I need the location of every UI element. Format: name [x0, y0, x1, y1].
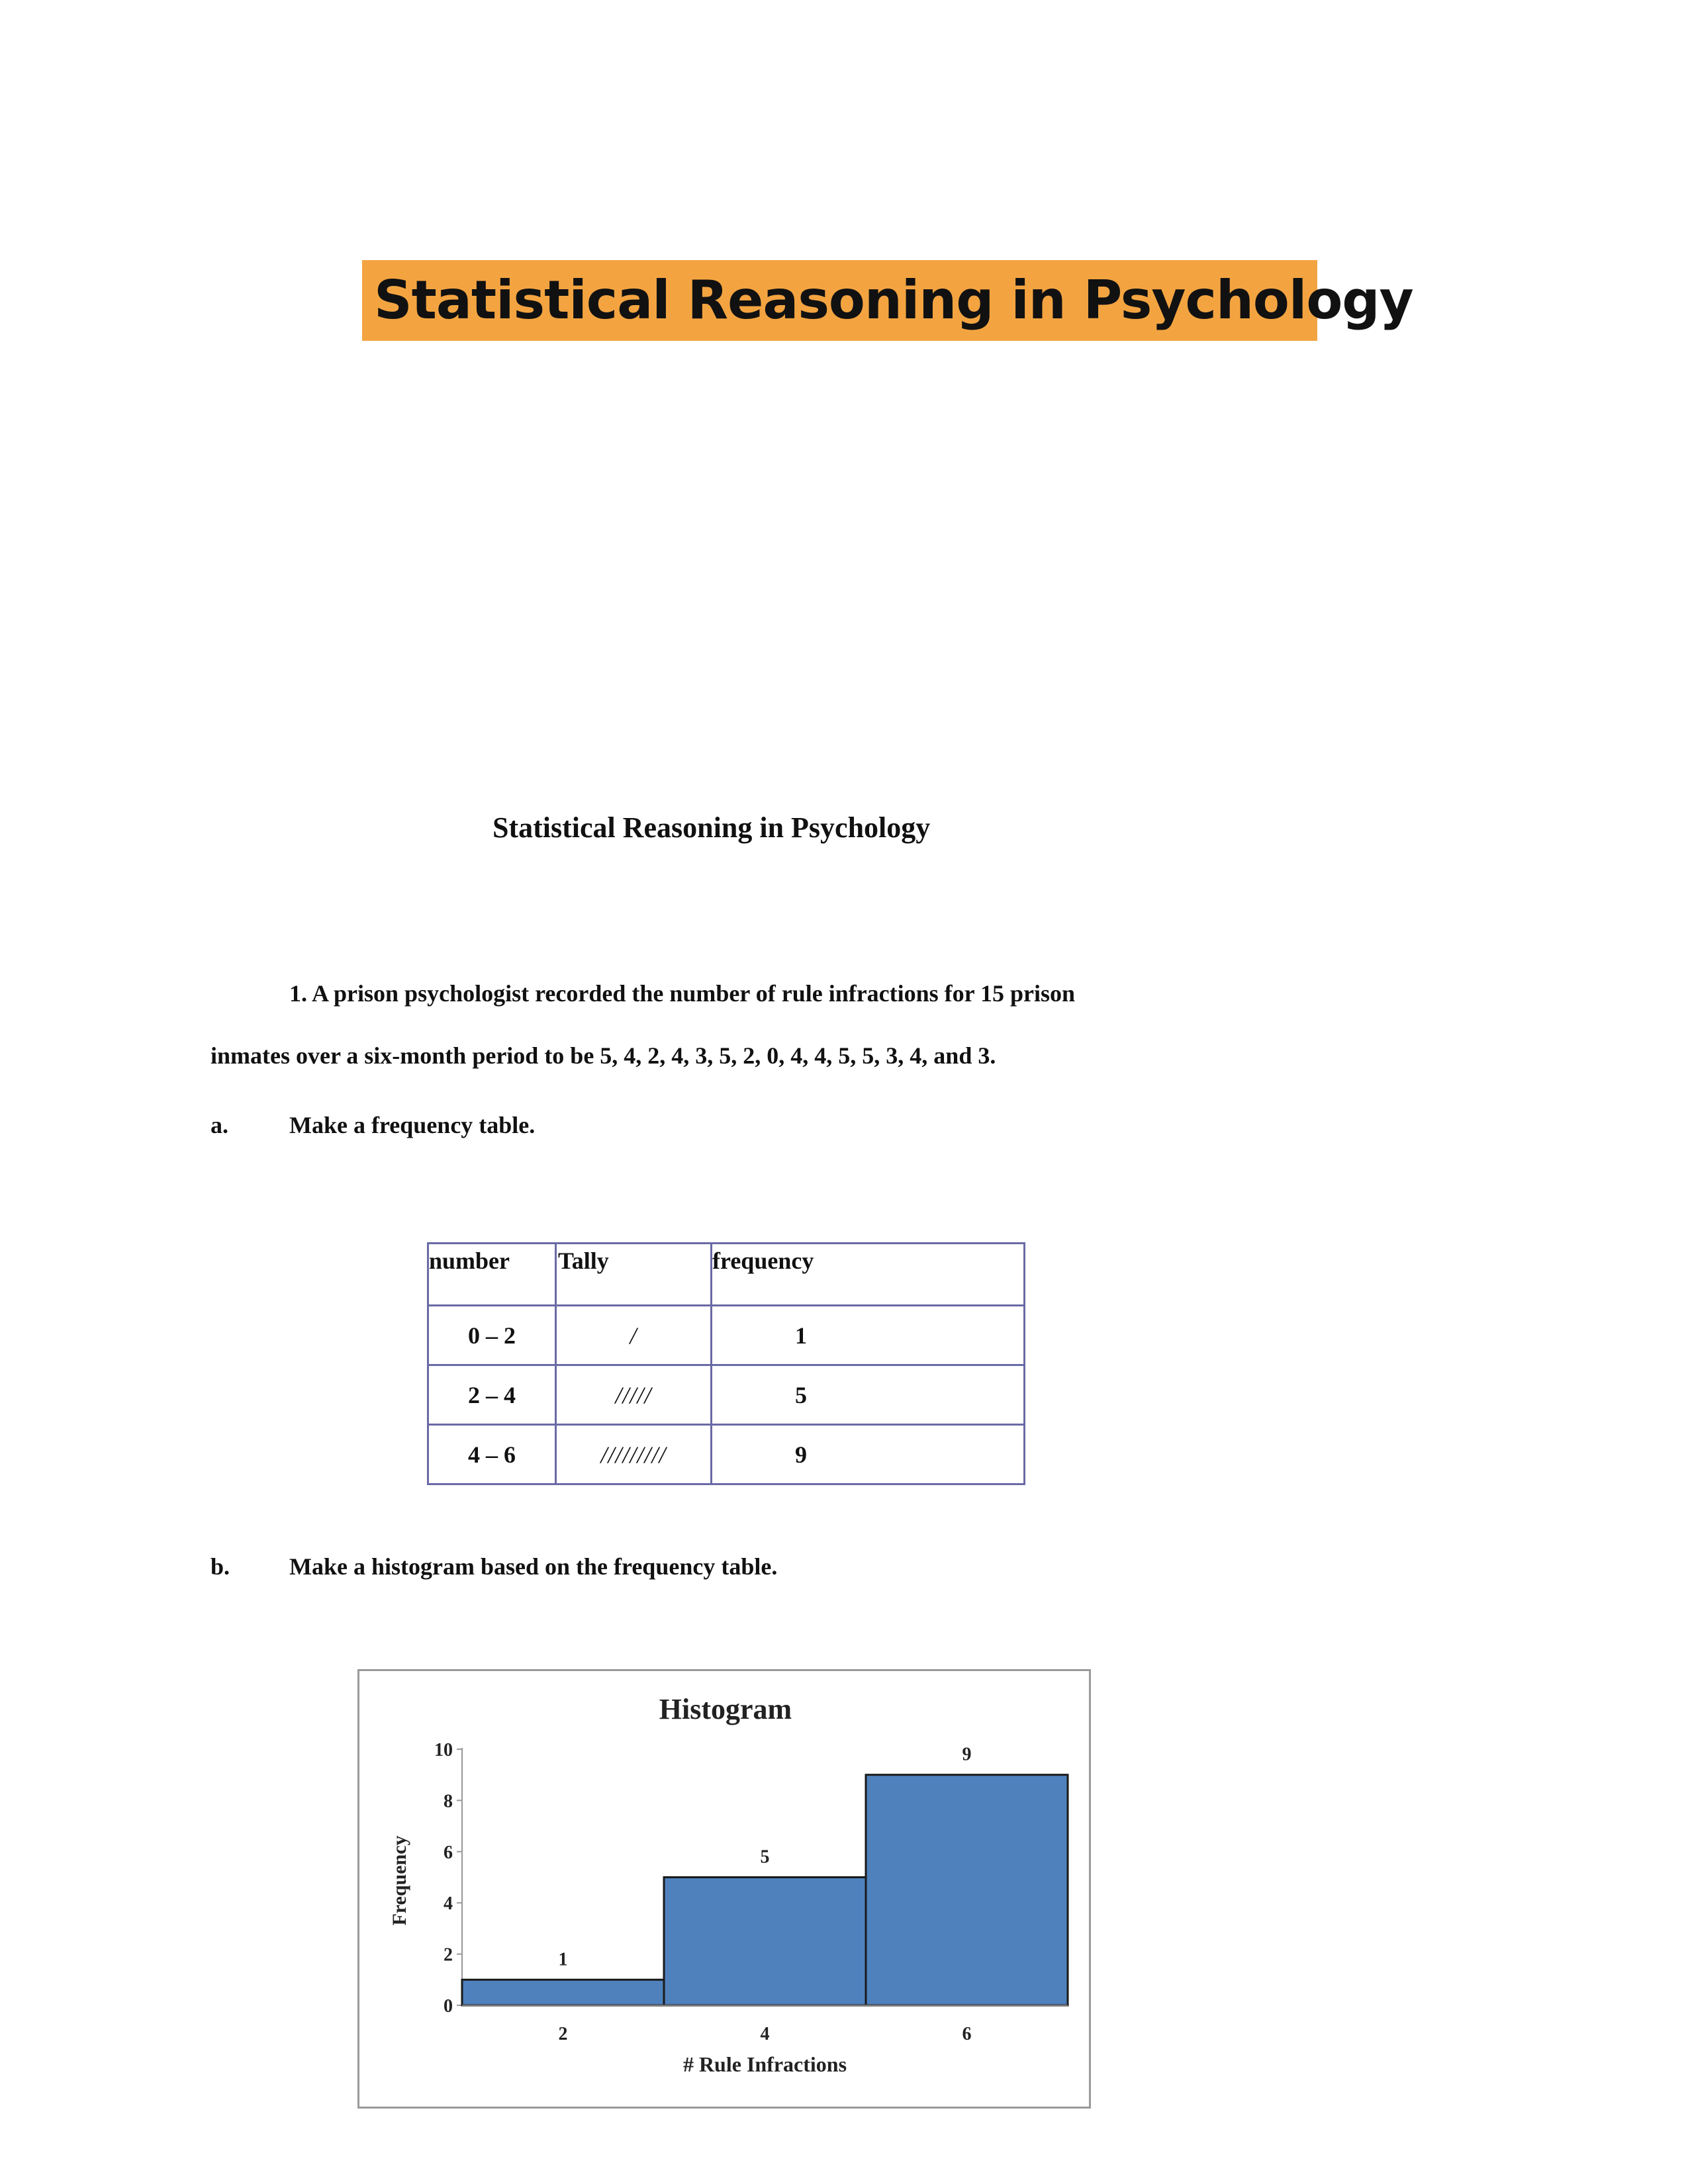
frequency-table: [427, 1242, 1025, 1485]
header-number: number: [428, 1244, 556, 1306]
question-text-line-1: 1. A prison psychologist recorded the number of rule infractions for 15 prison: [289, 980, 1076, 1007]
x-tick-label: 6: [962, 2024, 972, 2044]
y-axis-label: Frequency: [389, 1835, 410, 1926]
part-a-letter: a.: [211, 1112, 228, 1138]
table-cell-number: 4 – 6: [468, 1441, 516, 1468]
table-row: [428, 1425, 1025, 1484]
table-cell-frequency: 5: [795, 1381, 807, 1408]
histogram-svg: [359, 1671, 1089, 2107]
bar-data-label: 5: [760, 1846, 770, 1868]
header-tally: Tally: [556, 1244, 712, 1306]
histogram-bar: [462, 1979, 664, 2005]
histogram-bar: [866, 1775, 1068, 2005]
table-cell-frequency: 1: [795, 1322, 807, 1349]
y-tick-label: 2: [444, 1944, 453, 1966]
table-cell-tally: /: [630, 1322, 637, 1349]
y-tick-label: 8: [444, 1791, 453, 1812]
y-tick-label: 10: [434, 1740, 453, 1760]
banner: [362, 260, 1413, 341]
histogram-chart: [357, 1669, 1091, 2109]
x-tick-label: 4: [760, 2024, 770, 2044]
chart-title: Histogram: [659, 1693, 792, 1725]
table-cell-tally: /////////: [600, 1441, 667, 1468]
table-row: [428, 1365, 1025, 1425]
table-cell-number: 2 – 4: [468, 1381, 516, 1408]
bar-data-label: 1: [558, 1949, 568, 1970]
table-cell-number: 0 – 2: [468, 1322, 516, 1349]
part-b-letter: b.: [211, 1553, 230, 1580]
bar-data-label: 9: [962, 1744, 972, 1765]
table-cell-tally: /////: [615, 1381, 652, 1408]
banner-title: Statistical Reasoning in Psychology: [374, 269, 1413, 331]
table-cell-frequency: 9: [795, 1441, 807, 1468]
question-text-line-2: inmates over a six-month period to be 5, 4, 2, 4, 3, 5, 2, 0, 4, 4, 5, 5, 3, 4, and 3.: [211, 1042, 996, 1069]
part-a-text: Make a frequency table.: [289, 1112, 536, 1138]
y-tick-label: 4: [444, 1893, 453, 1915]
x-axis-label: # Rule Infractions: [682, 2052, 847, 2076]
x-tick-label: 2: [558, 2024, 568, 2044]
document-title: Statistical Reasoning in Psychology: [492, 811, 931, 844]
y-tick-label: 6: [444, 1842, 453, 1863]
header-frequency: frequency: [712, 1244, 1025, 1306]
part-b-text: Make a histogram based on the frequency table.: [289, 1553, 778, 1580]
histogram-bar: [664, 1878, 866, 2006]
table-row: [428, 1306, 1025, 1365]
y-tick-label: 0: [444, 1996, 453, 2017]
table-header-row: [428, 1244, 1025, 1306]
